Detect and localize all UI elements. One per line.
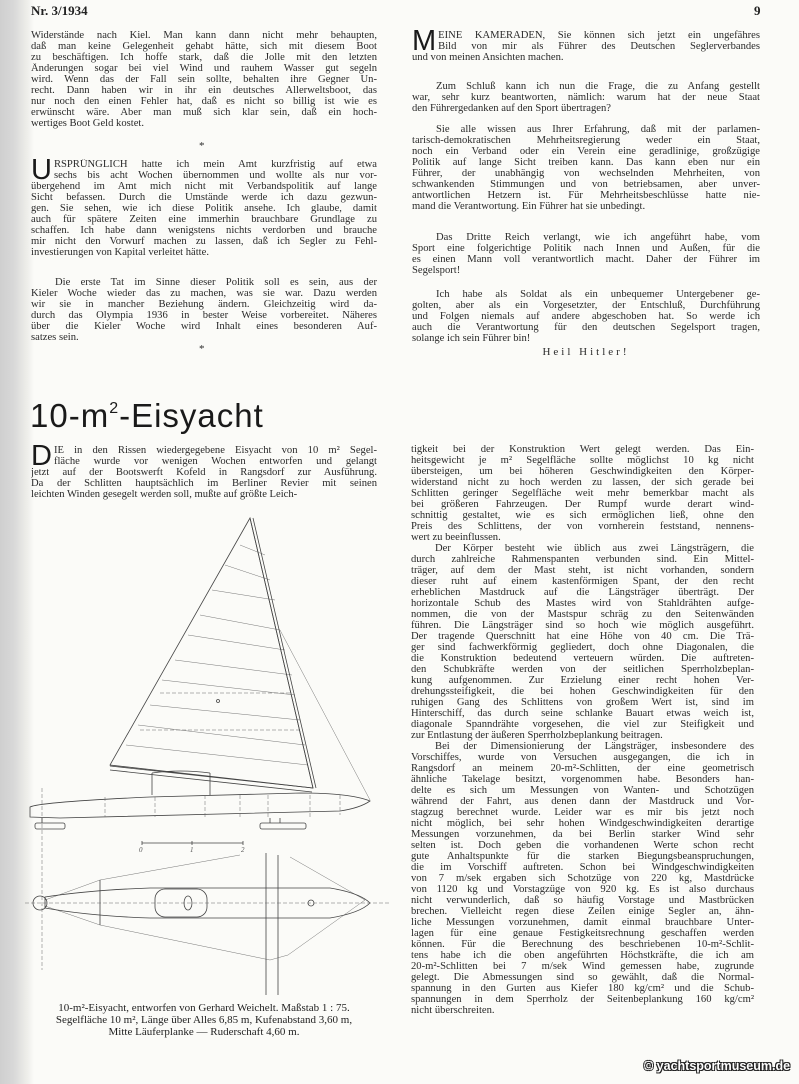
text-line: kung aufgenommen. Zur Erzielung einer recht hohen Ver- <box>411 675 754 686</box>
text-line: es einen Mann voll verantwortlich macht. Daher der Führer im <box>412 254 760 265</box>
page-number: 9 <box>754 3 761 18</box>
text-line: führen. Die Längsträger sind so hoch wie möglich ausgeführt. <box>411 620 754 631</box>
text-line: delte es sich um Messungen von Wanten- und Schotzügen <box>411 785 754 796</box>
hull-plan-view <box>25 853 390 995</box>
text-line: Führer, der unabhängig von wechselnden Mehrheiten, von <box>412 168 760 179</box>
text-line: war, sehr kurz beantworten, nämlich: warum hat der neue Staat <box>412 92 760 103</box>
text-line: erheblichen Mastdruck auf die Längsträger überträgt. Der <box>411 587 754 598</box>
drop-cap: D <box>31 440 52 472</box>
scale-label: 1 <box>190 846 194 854</box>
text-line: antwortlichen Hetzern ist. Für Mehrheitsbeschlüsse hatte nie- <box>412 190 760 201</box>
text-line: solange ich sein Führer bin! <box>412 333 531 344</box>
text-line: Der Körper besteht wie üblich aus zwei Längsträgern, die <box>435 543 754 554</box>
text-line: liche Messungen vorzunehmen, damit einmal brauchbare Unter- <box>411 917 754 928</box>
text-line: Da der Schlitten hauptsächlich im Berliner Revier mit seinen <box>31 478 377 489</box>
text-line: Bild von mir als Führer des Deutschen Seglerverbandes <box>438 41 760 52</box>
paragraph-kameraden <box>412 25 760 63</box>
text-line: schwankenden Stimmungen und von betriebsamen, aber unver- <box>412 179 760 190</box>
text-line: durch zahlreiche Rahmenspanten verbunden sind. Ein Mittel- <box>411 554 754 565</box>
scale-label: 2 <box>241 846 245 854</box>
text-line: ger sind fachwerkförmig gegliedert, doch ohne Diagonalen, die <box>411 642 754 653</box>
text-line: Sport eine folgerichtige Politik nach Innen und Außen, für die <box>412 243 760 254</box>
text-line: Zum Schluß kann ich nun die Frage, die zu Anfang gestellt <box>436 81 760 92</box>
text-line: mir nicht den Vorwurf machen zu lassen, daß ich Segler zu Fehl- <box>31 236 377 247</box>
closing-salutation: Heil Hitler! <box>542 346 630 358</box>
text-line: horizontale Schub des Mastes wird von Stahldrähten aufge- <box>411 598 754 609</box>
text-line: spannungen in dem Sperrholz der Seitenbeplankung 160 kg/cm² <box>411 994 754 1005</box>
text-line: nicht überschreiten. <box>411 1005 495 1016</box>
text-line: Segelsport! <box>412 265 461 276</box>
text-line: investierungen von Kapital verleitet hätte. <box>31 247 209 258</box>
text-line: zu beschäftigen. Ich hoffe stark, daß die Jolle mit den letzten <box>31 52 377 63</box>
text-line: wird. Wenn das der Fall sein sollte, behalten ihre Gegner Un- <box>31 74 377 85</box>
text-line: gelegt. Die Abmessungen sind so gewählt, daß die Normal- <box>411 972 754 983</box>
article-title <box>30 397 264 435</box>
text-line: träger, auf dem der Mast steht, ist nicht vorhanden, sondern <box>411 565 754 576</box>
paragraph-schluss <box>412 81 760 114</box>
text-line: widerstand nicht zu hoch werden zu lassen, der sich gerade bei <box>411 477 754 488</box>
text-line: sechs bis acht Wochen übernommen und wollte als nur vor- <box>53 170 377 181</box>
text-line: spannung in den Gurten aus Kiefer 180 kg/cm² und die Schub- <box>411 983 754 994</box>
scale-bar <box>139 841 245 854</box>
text-line: nicht möglich, bei sehr hohen Windgeschwindigkeiten derartige <box>411 818 754 829</box>
text-line: über die Kieler Woche wird Inhalt eines besonderen Auf- <box>31 321 377 332</box>
text-line: während der Fahrt, aus denen dann der Mastdruck und Vor- <box>411 796 754 807</box>
text-line: übergehend im Amt mich nicht mit Verbandspolitik auf lange <box>31 181 377 192</box>
sail-plan <box>110 518 370 800</box>
text-line: dieser ruht auf einem kastenförmigen Spant, der den recht <box>411 576 754 587</box>
text-line: Messungen vorzunehmen, da bei Berlin starker Wind sehr <box>411 829 754 840</box>
text-line: leichten Winden gesegelt werden soll, mußte auf größte Leich- <box>31 489 298 500</box>
text-line: nommen, die von der Mastspur schräg zu den Seitenwänden <box>411 609 754 620</box>
figure-caption <box>31 1003 377 1038</box>
caption-line: Segelfläche 10 m², Länge über Alles 6,85 m, Kufenabstand 3,60 m, <box>55 1013 353 1026</box>
text-line: und von meinen Ansichten machen. <box>412 52 564 63</box>
text-line: die Konstruktion bedeutend verteuern würden. Die auftreten- <box>411 653 754 664</box>
text-line: den Führergedanken auf den Sport übertragen? <box>412 103 611 114</box>
text-line: IE in den Rissen wiedergegebene Eisyacht von 10 m² Segel- <box>53 445 377 456</box>
article-body-p3 <box>411 741 754 1016</box>
text-line: wir sie in mancher Beziehung ändern. Gleichzeitig wird da- <box>31 299 377 310</box>
hull-side-view <box>30 771 370 970</box>
text-line: Vorschiffes, wurde von Versuchen ausgegangen, die ich in <box>411 752 754 763</box>
text-line: auch für spätere Zeiten eine immerhin brauchbare Grundlage zu <box>31 214 377 225</box>
article-intro <box>31 440 377 500</box>
text-line: jetzt auf der Bootswerft Kofeld in Rangsdorf zur Ausführung. <box>31 467 377 478</box>
text-line: stagzug berechnet wurde. Leider war es mir bis jetzt noch <box>411 807 754 818</box>
text-line: die im Vorschiff auftreten. Schon bei Windgeschwindigkeiten <box>411 862 754 873</box>
text-line: bei größeren Fahrzeugen. Der Rumpf wurde derart wind- <box>411 499 754 510</box>
text-line: Die erste Tat im Sinne dieser Politik soll es sein, aus der <box>55 277 377 288</box>
text-line: 20-m²-Schlitten bei 7 m/sek Wind gemessen habe, zugrunde <box>411 961 754 972</box>
scale-label: 0 <box>139 846 143 854</box>
text-line: Politik auf lange Sicht treiben kann. Das kann eben nur ein <box>412 157 760 168</box>
drop-cap: U <box>31 154 52 186</box>
text-line: Schlitten geringer Segelfläche weit mehr bemerkbar macht als <box>411 488 754 499</box>
iceyacht-drawing <box>0 505 400 995</box>
section-separator: * <box>199 140 205 152</box>
issue-number: Nr. 3/1934 <box>31 3 88 18</box>
text-line: ähnliche Takelage besitzt, vorgenommen habe. Besonders han- <box>411 774 754 785</box>
text-line: Widerstände nach Kiel. Man kann dann nicht mehr behaupten, <box>31 30 377 41</box>
title-superscript: 2 <box>109 400 120 417</box>
text-line: gen. Sie sehen, wie ich diese Politik ansehe. Ich glaube, damit <box>31 203 377 214</box>
text-line: gute Anhaltspunkte für die starken Biegungsbeanspruchungen, <box>411 851 754 862</box>
text-line: auch die Verantwortung für den deutschen Segelsport tragen, <box>412 322 760 333</box>
text-line: RSPRÜNGLICH hatte ich mein Amt kurzfristig auf etwa <box>53 159 377 170</box>
text-line: von 1120 kg und Vorstagzüge von 920 kg. Es ist also durchaus <box>411 884 754 895</box>
caption-line: 10-m²-Eisyacht, entworfen von Gerhard Weichelt. Maßstab 1 : 75. <box>58 1002 350 1014</box>
text-line: tigkeit bei der Konstruktion Wert gelegt werden. Das Ein- <box>411 444 754 455</box>
text-line: den Schubkräfte werden von der seitlichen Sperrholzbeplan- <box>411 664 754 675</box>
article-body-p2 <box>411 543 754 741</box>
text-line: Kieler Woche wieder das zu machen, was sie war. Dazu werden <box>31 288 377 299</box>
text-line: nicht verwunderlich, daß so häufig Vorstage und Mastbrücken <box>411 895 754 906</box>
paragraph-drittes-reich <box>412 232 760 276</box>
text-line: recht. Dann haben wir in ihr ein deutsches Allerweltsboot, das <box>31 85 377 96</box>
text-line: und Folgen niemals auf andere abgeschoben hat. So werde ich <box>412 311 760 322</box>
paragraph-kiel <box>31 30 377 129</box>
title-text: 10-m <box>30 397 110 434</box>
text-line: heitsgewicht je m² Segelfläche sollte möglichst 10 kg nicht <box>411 455 754 466</box>
drop-cap: M <box>412 25 437 57</box>
text-line: erwünscht wäre. Aber man muß sich klar sein, daß ein hoch- <box>31 107 377 118</box>
text-line: nur noch den einen Fehler hat, daß es nicht so billig ist wie es <box>31 96 377 107</box>
article-body-p1 <box>411 444 754 543</box>
paragraph-lines <box>31 154 377 258</box>
text-line: Das Dritte Reich verlangt, wie ich angeführt habe, vom <box>436 232 760 243</box>
text-line: Sie alle wissen aus Ihrer Erfahrung, daß mit der parlamen- <box>436 124 760 135</box>
text-line: EINE KAMERADEN, Sie können sich jetzt ein ungefähres <box>438 30 760 41</box>
text-line: mand die Verantwortung. Ein Führer hat sie unbedingt. <box>412 201 646 212</box>
text-line: von 7 m/sek ergaben sich Schotzüge von 220 kg, Mastdrücke <box>411 873 754 884</box>
text-line: Sicht befassen. Durch die Umstände werde ich dazu gezwun- <box>31 192 377 203</box>
paragraph-lines <box>31 440 377 500</box>
paragraph-soldat <box>412 289 760 344</box>
paragraph-erfahrung <box>412 124 760 212</box>
text-line: können. Für die Berechnung des beschriebenen 10-m²-Schlit- <box>411 939 754 950</box>
text-line: brechen. Vielleicht regen diese Zeilen einige Segler an, ähn- <box>411 906 754 917</box>
text-line: satzes sein. <box>31 332 79 343</box>
text-line: diagonale Spanndrähte vorgesehen, die viel zur Steifigkeit und <box>411 719 754 730</box>
text-line: lagen für eine genaue Festigkeitsrechnung geschaffen werden <box>411 928 754 939</box>
text-line: wertiges Boot Geld kostet. <box>31 118 144 129</box>
text-line: durch das Olympia 1936 in bester Weise vorbereitet. Näheres <box>31 310 377 321</box>
paragraph-lines <box>412 25 760 63</box>
text-line: zur Entlastung der äußeren Sperrholzbeplankung beitragen. <box>411 730 663 741</box>
title-text: -Eisyacht <box>119 397 264 434</box>
watermark: © yachtsportmuseum.de <box>644 1059 791 1073</box>
text-line: schaffen. Ich habe dann wenigstens nichts verdorben und brauche <box>31 225 377 236</box>
text-line: ruhigen Gang des Schlittens von großem Wert ist, sind im <box>411 697 754 708</box>
text-line: drehungssteifigkeit, die bei hohen Geschwindigkeiten für den <box>411 686 754 697</box>
text-line: fläche wurde vor wenigen Wochen entworfen und gelangt <box>53 456 377 467</box>
text-line: Ich habe als Soldat als ein unbequemer Untergebener ge- <box>436 289 760 300</box>
text-line: Preis des Schlittens, der von vornherein feststand, nennens- <box>411 521 754 532</box>
text-line: tens habe ich die oben angeführten Höchstkräfte, die ich am <box>411 950 754 961</box>
text-line: übersteigen, um bei höheren Geschwindigkeiten den Körper- <box>411 466 754 477</box>
text-line: Änderungen sogar bei viel Wind und rauhem Wasser gut segeln <box>31 63 377 74</box>
text-line: daß man keine Gelegenheit gehabt hätte, sich mit diesem Boot <box>31 41 377 52</box>
text-line: Hinterschiff, das durch seine schlanke Bauart etwas weich ist, <box>411 708 754 719</box>
text-line: Der tragende Querschnitt hat eine Höhe von 40 cm. Die Trä- <box>411 631 754 642</box>
text-line: selten ist. Doch geben die vorhandenen Werte schon recht <box>411 840 754 851</box>
text-line: noch ein Verband oder ein Verein eine geradlinige, großzügige <box>412 146 760 157</box>
paragraph-erste-tat <box>31 277 377 343</box>
text-line: Bei der Dimensionierung der Längsträger, insbesondere des <box>435 741 754 752</box>
section-separator: * <box>199 343 205 355</box>
text-line: Rangsdorf an meinem 20-m²-Schlitten, der eine geometrisch <box>411 763 754 774</box>
text-line: tarisch-demokratischen Mehrheitsregierung weder ein Staat, <box>412 135 760 146</box>
text-line: wert zu beeinflussen. <box>411 532 501 543</box>
caption-line: Mitte Läuferplanke — Ruderschaft 4,60 m. <box>108 1025 300 1038</box>
text-line: schnittig gestaltet, wie es sich ermöglichen ließ, ohne den <box>411 510 754 521</box>
paragraph-urspruenglich <box>31 154 377 258</box>
text-line: golten, aber als ein Vorgesetzter, der Entschluß, Durchführung <box>412 300 760 311</box>
